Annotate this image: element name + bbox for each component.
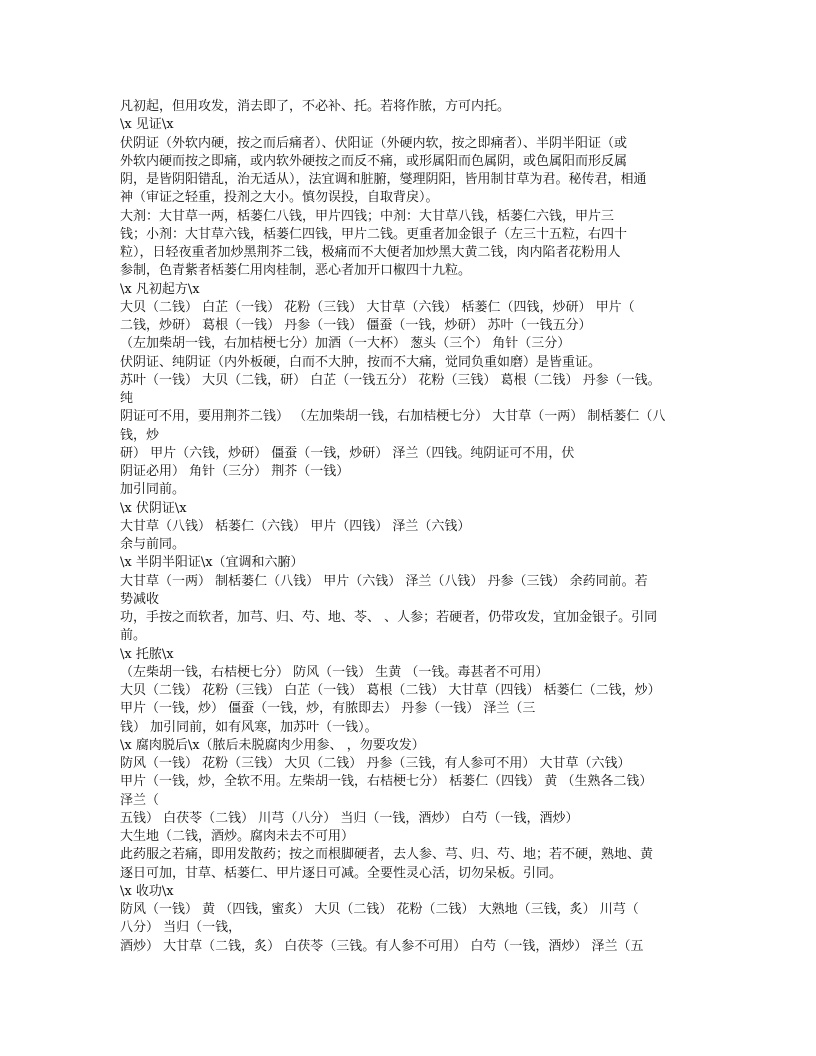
text-line: 伏阴证、纯阴证（内外板硬，白而不大肿，按而不大痛，觉同负重如磨）是皆重证。 <box>120 354 602 370</box>
text-line: 阴，是皆阴阳错乱，治无适从），法宜调和脏腑，燮理阴阳，皆用制甘草为君。秘传君，相通 <box>120 172 647 187</box>
text-line: 大甘草（一两） 制栝蒌仁（八钱） 甲片（六钱） 泽兰（八钱） 丹参（三钱） 余药同前。若 <box>120 573 648 589</box>
text-line: 功，手按之而软者，加芎、归、芍、地、苓、 、人参；若硬者，仍带攻发，宜加金银子。引同 <box>120 610 658 625</box>
text-line: 大剂：大甘草一两，栝蒌仁八钱，甲片四钱；中剂：大甘草八钱，栝蒌仁六钱，甲片三 <box>120 208 615 224</box>
text-line: 泽兰（ <box>120 792 160 808</box>
section-heading: \x 腐肉脱后\x（脓后未脱腐肉少用参、 ，勿要攻发） <box>120 737 425 753</box>
text-line: 甲片（一钱，炒） 僵蚕（一钱，炒，有脓即去） 丹参（一钱） 泽兰（三 <box>120 701 536 717</box>
document-body <box>120 98 720 956</box>
section-heading: \x 伏阴证\x <box>120 500 187 516</box>
text-line: 大贝（二钱） 花粉（三钱） 白芷（一钱） 葛根（二钱） 大甘草（四钱） 栝蒌仁（二钱，炒） <box>120 683 661 698</box>
section-heading: \x 托脓\x <box>120 646 174 662</box>
text-line: 五钱） 白茯苓（二钱） 川芎（八分） 当归（一钱，酒炒） 白芍（一钱，酒炒） <box>120 810 579 826</box>
text-line: 钱） 加引同前，如有风寒，加苏叶（一钱）。 <box>120 719 378 735</box>
section-heading: \x 凡初起方\x <box>120 281 200 297</box>
text-line: 苏叶（一钱） 大贝（二钱，研） 白芷（一钱五分） 花粉（三钱） 葛根（二钱） 丹参（一钱。 <box>120 372 661 388</box>
text-line: 此药服之若痛，即用发散药；按之而根脚硬者，去人参、芎、归、芍、地；若不硬，熟地、黄 <box>120 847 654 863</box>
text-line: 大甘草（八钱） 栝蒌仁（六钱） 甲片（四钱） 泽兰（六钱） <box>120 518 471 534</box>
text-line: 前。 <box>120 628 147 644</box>
text-line: 大生地（二钱，酒炒。腐肉未去不可用） <box>120 829 355 844</box>
text-line: 二钱，炒研） 葛根（一钱） 丹参（一钱） 僵蚕（一钱，炒研） 苏叶（一钱五分） <box>120 318 592 333</box>
text-line: 伏阴证（外软内硬，按之而后痛者）、伏阳证（外硬内软，按之即痛者）、半阴半阳证（或 <box>120 135 628 151</box>
text-line: 研） 甲片（六钱，炒研） 僵蚕（一钱，炒研） 泽兰（四钱。纯阴证可不用，伏 <box>120 445 575 461</box>
text-line: 粒），日轻夜重者加炒黑荆芥二钱，极痛而不大便者加炒黑大黄二钱，肉内陷者花粉用人 <box>120 245 621 260</box>
text-line: 大贝（二钱） 白芷（一钱） 花粉（三钱） 大甘草（六钱） 栝蒌仁（四钱，炒研） 甲片（ <box>120 299 635 315</box>
text-line: 钱，炒 <box>120 427 160 443</box>
text-line: 加引同前。 <box>120 482 186 498</box>
text-line: 八分） 当归（一钱， <box>120 920 242 936</box>
text-line: 势减收 <box>120 591 160 607</box>
text-line: 酒炒） 大甘草（二钱，炙） 白茯苓（三钱。有人参不可用） 白芍（一钱，酒炒） 泽兰（五 <box>120 938 644 954</box>
text-line: （左柴胡一钱，右桔梗七分） 防风（一钱） 生黄 （一钱。毒甚者不可用） <box>120 664 549 680</box>
text-line: （左加柴胡一钱，右加桔梗七分）加酒（一大杯） 葱头（三个） 角针（三分） <box>120 336 571 352</box>
text-line: 神（审证之轻重，投剂之大小。慎勿误投，自取背戾）。 <box>120 190 439 206</box>
text-line: 阴证可不用，要用荆芥二钱） （左加柴胡一钱，右加桔梗七分） 大甘草（一两） 制栝蒌仁（八 <box>120 409 666 425</box>
section-heading: \x 见证\x <box>120 117 174 133</box>
text-line: 凡初起，但用攻发，消去即了，不必补、托。若将作脓，方可内托。 <box>120 99 511 114</box>
text-line: 参制，色青紫者栝蒌仁用肉桂制，恶心者加开口椒四十九粒。 <box>120 263 472 279</box>
section-heading: \x 半阴半阳证\x（宜调和六腑） <box>120 555 304 571</box>
text-line: 逐日可加，甘草、栝蒌仁、甲片逐日可减。全要性灵心活，切勿呆板。引同。 <box>120 865 563 881</box>
text-line: 阴证必用） 角针（三分） 荆芥（一钱） <box>120 464 350 479</box>
text-line: 余与前同。 <box>120 537 186 552</box>
text-line: 纯 <box>120 391 134 406</box>
text-line: 钱；小剂：大甘草六钱，栝蒌仁四钱，甲片二钱。更重者加金银子（左三十五粒，右四十 <box>120 226 628 242</box>
text-line: 甲片（一钱，炒，全软不用。左柴胡一钱，右桔梗七分） 栝蒌仁（四钱） 黄 （生熟各二钱） <box>120 774 653 790</box>
section-heading: \x 收功\x <box>120 883 174 899</box>
text-line: 外软内硬而按之即痛，或内软外硬按之而反不痛，或形属阳而色属阴，或色属阳而形反属 <box>120 153 628 169</box>
text-line: 防风（一钱） 花粉（三钱） 大贝（二钱） 丹参（三钱，有人参可不用） 大甘草（六钱） <box>120 756 631 771</box>
text-line: 防风（一钱） 黄 （四钱，蜜炙） 大贝（二钱） 花粉（二钱） 大熟地（三钱，炙） 川芎（ <box>120 902 639 917</box>
